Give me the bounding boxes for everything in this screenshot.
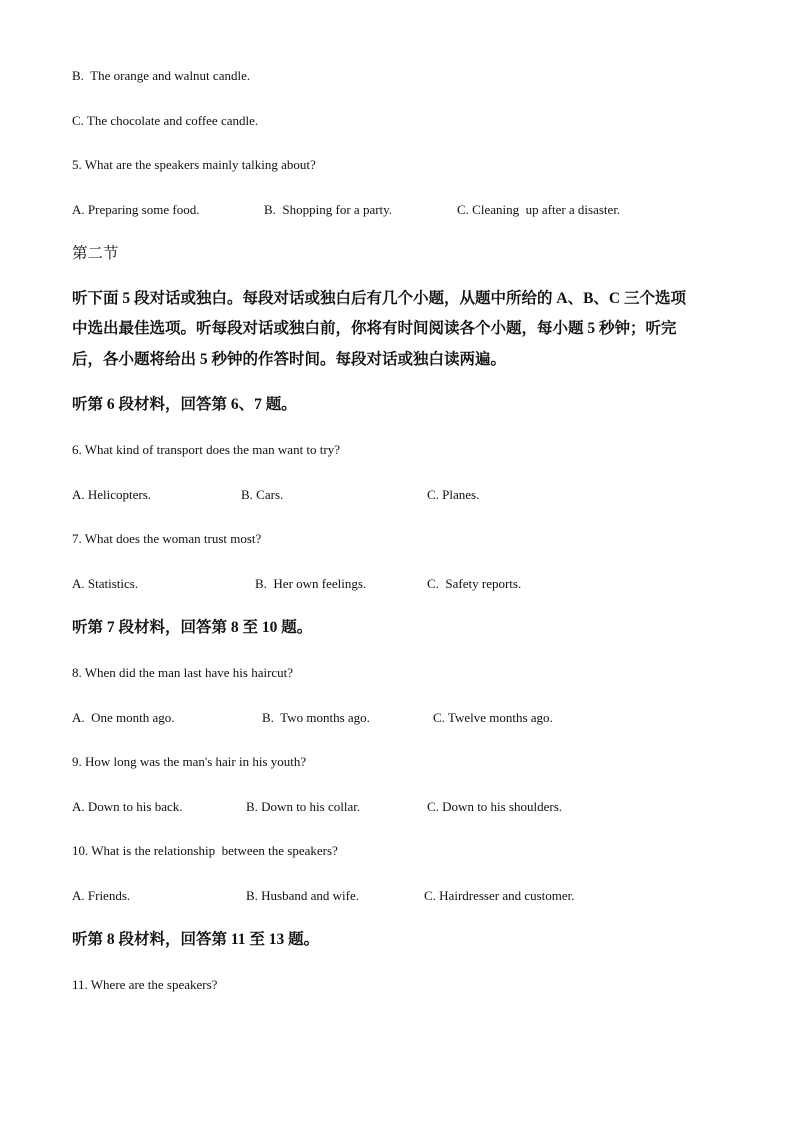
q6-question: 6. What kind of transport does the man want to try? xyxy=(72,442,341,457)
material8-heading: 听第 8 段材料，回答第 11 至 13 题。 xyxy=(72,931,320,948)
q8-option-b: B. Two months ago. xyxy=(262,710,370,725)
q11-question: 11. Where are the speakers? xyxy=(72,977,218,992)
section2-instruction-line-3: 后，各小题将给出 5 秒钟的作答时间。每段对话或独白读两遍。 xyxy=(72,351,507,368)
q8-option-a: A. One month ago. xyxy=(72,710,175,725)
q7-question: 7. What does the woman trust most? xyxy=(72,531,262,546)
q5-question: 5. What are the speakers mainly talking about? xyxy=(72,157,316,172)
q10-option-a: A. Friends. xyxy=(72,888,131,903)
section2-instruction-line-2: 中选出最佳选项。听每段对话或独白前，你将有时间阅读各个小题，每小题 5 秒钟；听完 xyxy=(72,320,677,337)
q7-option-c: C. Safety reports. xyxy=(427,576,522,591)
q8-question: 8. When did the man last have his haircut? xyxy=(72,665,294,680)
material6-heading: 听第 6 段材料，回答第 6、7 题。 xyxy=(72,396,297,413)
q9-option-c: C. Down to his shoulders. xyxy=(427,799,563,814)
section2-instruction-line-1: 听下面 5 段对话或独白。每段对话或独白后有几个小题，从题中所给的 A、B、C 三个选项 xyxy=(72,290,686,307)
q7-option-a: A. Statistics. xyxy=(72,576,139,591)
q4-option-b: B. The orange and walnut candle. xyxy=(72,68,251,83)
q9-option-a: A. Down to his back. xyxy=(72,799,183,814)
q6-option-a: A. Helicopters. xyxy=(72,487,152,502)
q6-option-c: C. Planes. xyxy=(427,487,480,502)
q5-option-c: C. Cleaning up after a disaster. xyxy=(457,202,621,217)
q10-option-b: B. Husband and wife. xyxy=(246,888,360,903)
q5-option-a: A. Preparing some food. xyxy=(72,202,200,217)
section2-title: 第二节 xyxy=(72,245,119,262)
q5-option-b: B. Shopping for a party. xyxy=(264,202,393,217)
q7-option-b: B. Her own feelings. xyxy=(255,576,367,591)
material7-heading: 听第 7 段材料，回答第 8 至 10 题。 xyxy=(72,619,313,636)
q9-option-b: B. Down to his collar. xyxy=(246,799,361,814)
q6-option-b: B. Cars. xyxy=(241,487,284,502)
q10-question: 10. What is the relationship between the speakers? xyxy=(72,843,338,858)
q9-question: 9. How long was the man's hair in his youth? xyxy=(72,754,307,769)
q4-option-c: C. The chocolate and coffee candle. xyxy=(72,113,259,128)
q8-option-c: C. Twelve months ago. xyxy=(433,710,553,725)
q10-option-c: C. Hairdresser and customer. xyxy=(424,888,575,903)
